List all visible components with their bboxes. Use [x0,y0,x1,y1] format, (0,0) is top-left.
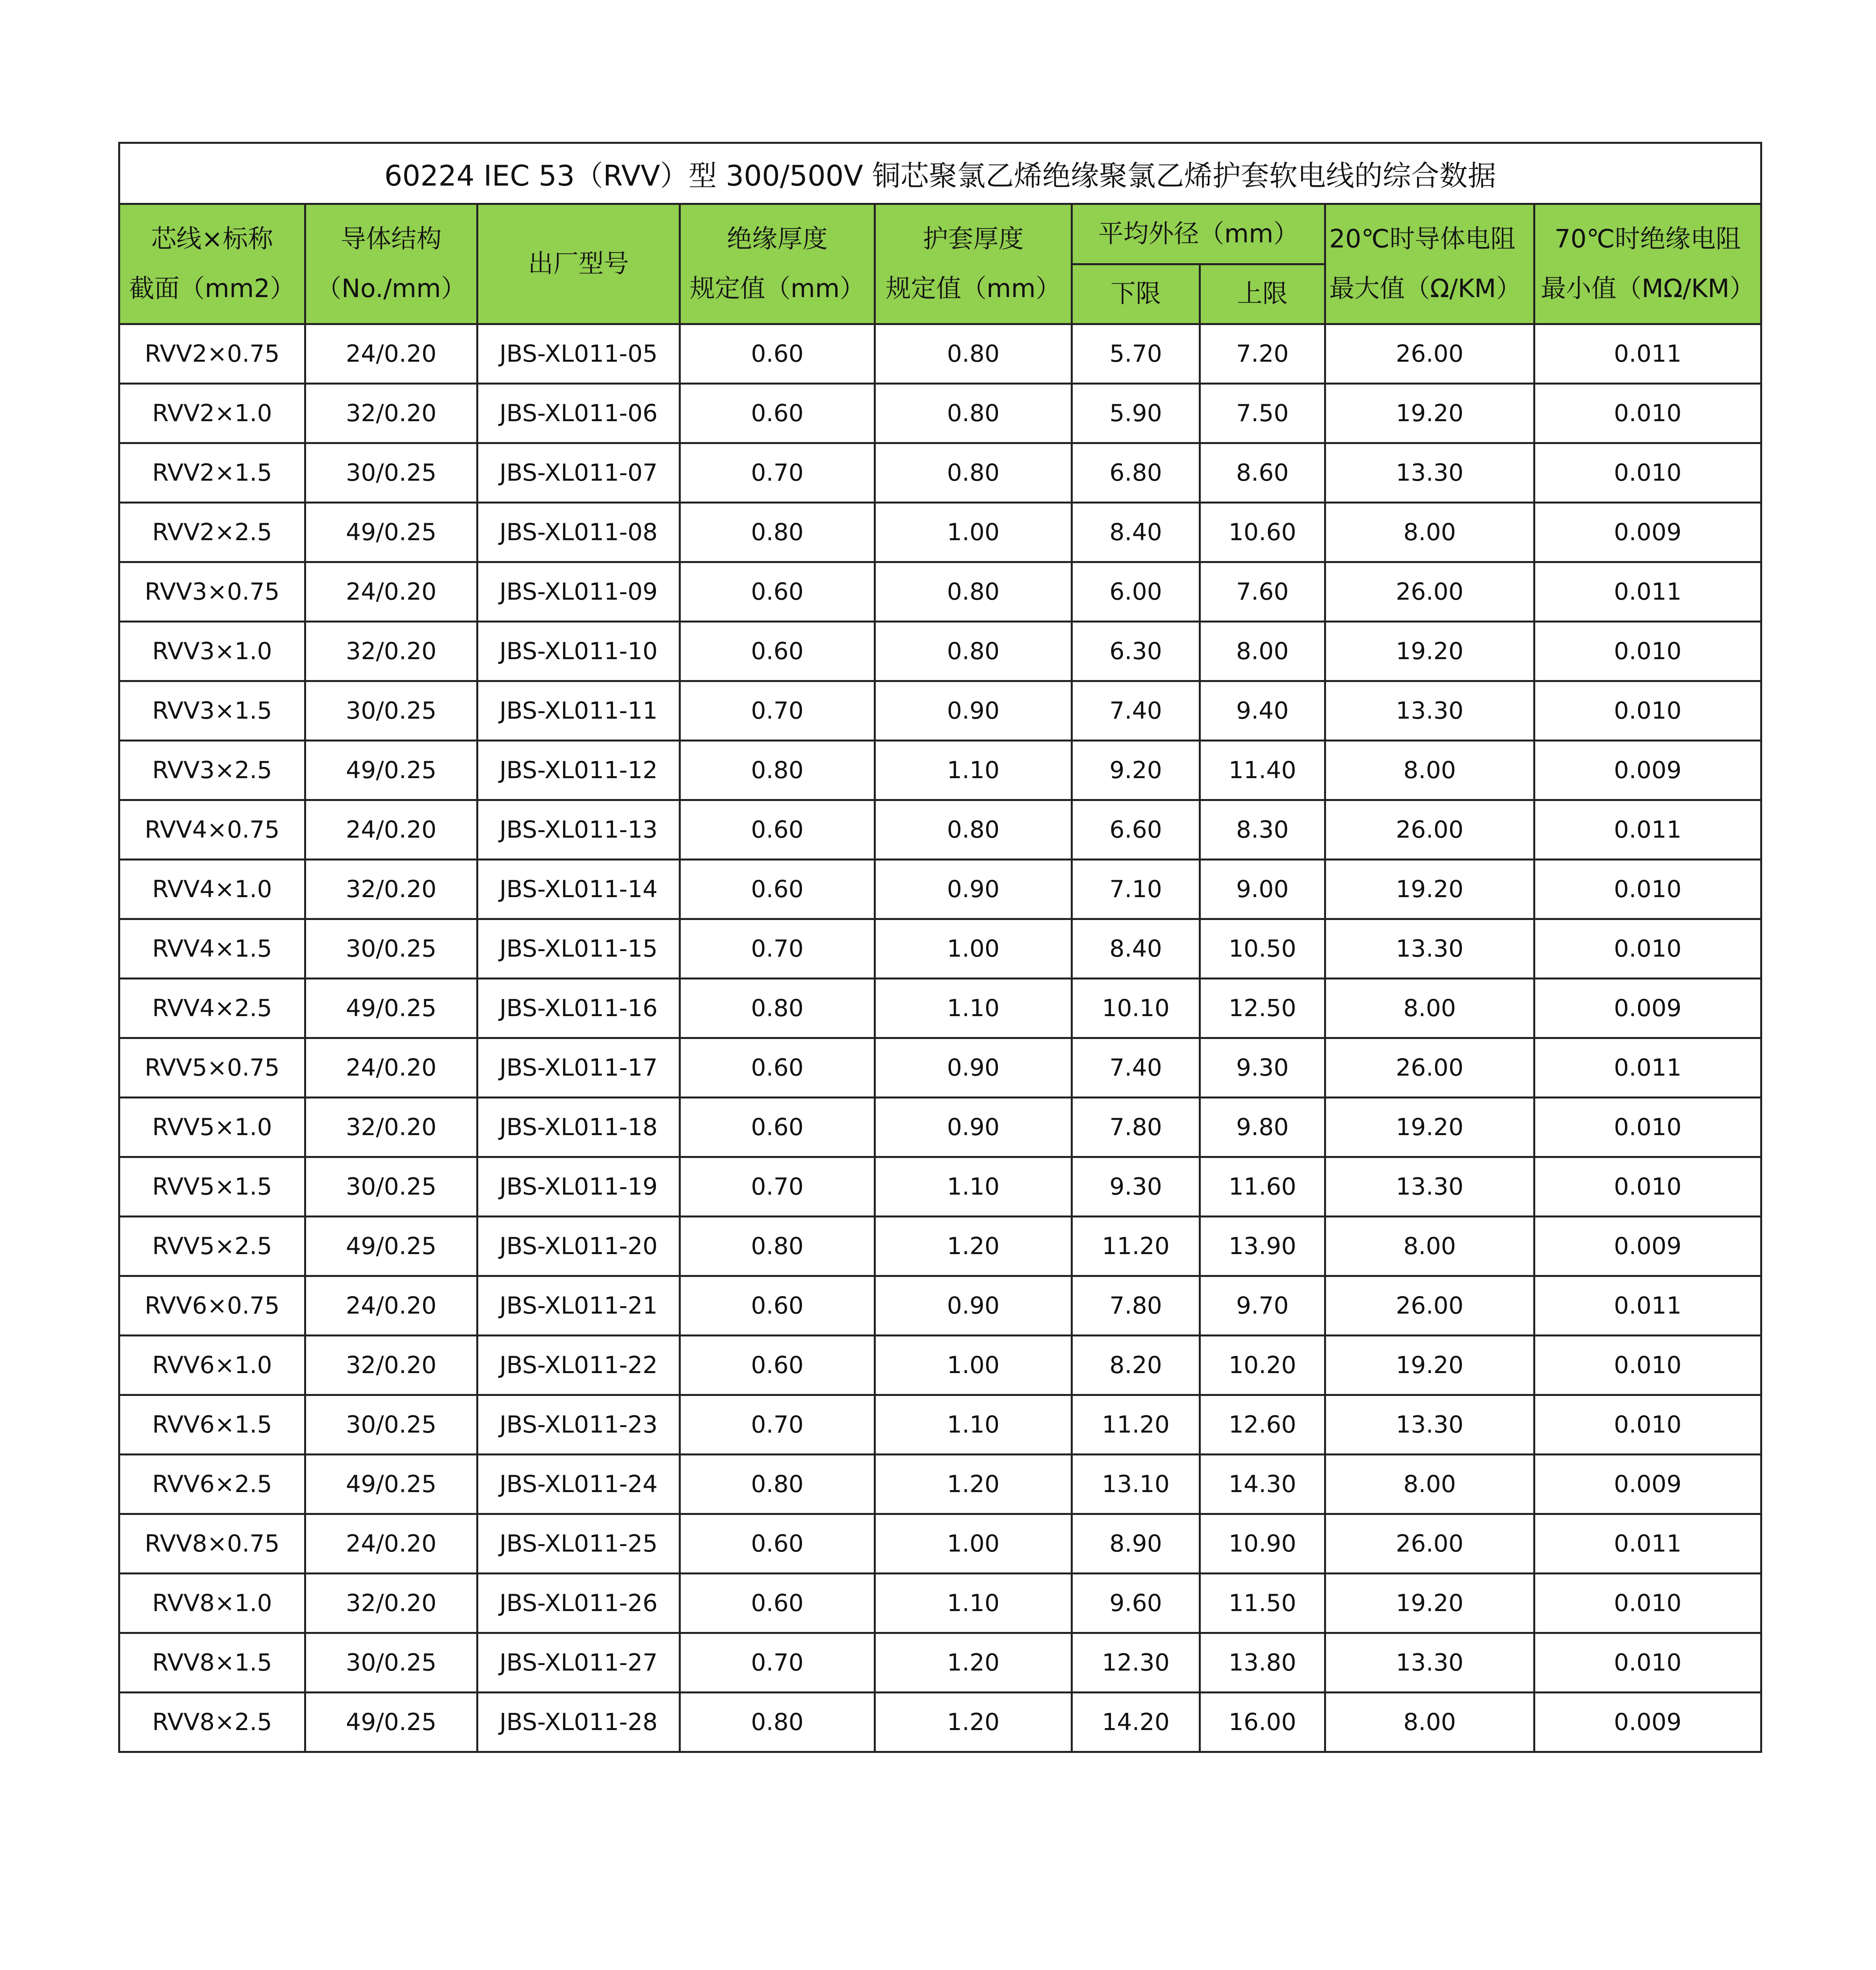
cell-insulation-resistance: 0.011 [1534,562,1761,622]
cell-insulation: 0.70 [680,919,875,979]
cell-diameter-upper: 8.00 [1200,622,1325,681]
header-structure [305,204,477,324]
cell-diameter-lower: 8.90 [1072,1514,1200,1574]
cell-insulation: 0.80 [680,503,875,562]
cell-insulation: 0.60 [680,622,875,681]
cable-data-table [118,142,1762,1753]
cell-diameter-upper: 13.90 [1200,1217,1325,1276]
cell-conductor-resistance: 8.00 [1325,503,1534,562]
cell-size: RVV6×1.0 [119,1336,305,1395]
cell-sheath: 0.80 [875,443,1072,503]
cell-insulation-resistance: 0.009 [1534,1217,1761,1276]
cell-insulation: 0.70 [680,681,875,741]
table-row [119,979,1761,1038]
cell-insulation: 0.60 [680,1098,875,1157]
cell-structure: 32/0.20 [305,860,477,919]
cell-insulation: 0.80 [680,979,875,1038]
cell-insulation: 0.60 [680,562,875,622]
cell-insulation-resistance: 0.010 [1534,860,1761,919]
header-insulation-line1: 绝缘厚度 [727,225,828,254]
cell-size: RVV6×0.75 [119,1276,305,1336]
cell-sheath: 1.00 [875,1336,1072,1395]
cell-diameter-upper: 9.40 [1200,681,1325,741]
table-row [119,503,1761,562]
cell-model: JBS-XL011-18 [477,1098,680,1157]
cell-diameter-upper: 7.50 [1200,384,1325,443]
cell-model: JBS-XL011-06 [477,384,680,443]
table-row [119,324,1761,384]
cell-sheath: 0.90 [875,681,1072,741]
header-size [119,204,305,324]
cell-conductor-resistance: 13.30 [1325,919,1534,979]
cell-structure: 49/0.25 [305,1217,477,1276]
cell-model: JBS-XL011-15 [477,919,680,979]
table-row [119,622,1761,681]
cell-conductor-resistance: 8.00 [1325,1455,1534,1514]
cell-structure: 30/0.25 [305,443,477,503]
cell-sheath: 1.20 [875,1217,1072,1276]
cell-sheath: 0.90 [875,1098,1072,1157]
header-insulation-resistance [1534,204,1761,324]
cell-conductor-resistance: 13.30 [1325,681,1534,741]
cell-diameter-upper: 10.20 [1200,1336,1325,1395]
cell-structure: 24/0.20 [305,800,477,860]
header-lower: 下限 [1072,264,1200,324]
cell-size: RVV3×2.5 [119,741,305,800]
cell-size: RVV8×1.5 [119,1633,305,1693]
cell-conductor-resistance: 19.20 [1325,384,1534,443]
cell-structure: 30/0.25 [305,681,477,741]
cell-size: RVV5×1.0 [119,1098,305,1157]
cell-size: RVV2×1.0 [119,384,305,443]
cell-insulation: 0.70 [680,1157,875,1217]
cell-diameter-lower: 8.40 [1072,919,1200,979]
cell-conductor-resistance: 19.20 [1325,622,1534,681]
cell-insulation-resistance: 0.011 [1534,1038,1761,1098]
cell-diameter-lower: 9.20 [1072,741,1200,800]
cell-insulation: 0.70 [680,443,875,503]
table-row [119,562,1761,622]
cell-conductor-resistance: 8.00 [1325,1693,1534,1752]
cell-insulation-resistance: 0.010 [1534,1098,1761,1157]
cell-model: JBS-XL011-24 [477,1455,680,1514]
cell-insulation: 0.80 [680,741,875,800]
cell-diameter-lower: 11.20 [1072,1395,1200,1455]
cell-model: JBS-XL011-11 [477,681,680,741]
cell-model: JBS-XL011-22 [477,1336,680,1395]
cell-diameter-upper: 14.30 [1200,1455,1325,1514]
cell-insulation: 0.60 [680,1276,875,1336]
cell-sheath: 0.80 [875,562,1072,622]
cell-structure: 30/0.25 [305,1395,477,1455]
cell-sheath: 0.90 [875,1038,1072,1098]
cell-diameter-lower: 10.10 [1072,979,1200,1038]
cell-structure: 32/0.20 [305,622,477,681]
cell-conductor-resistance: 19.20 [1325,860,1534,919]
cell-size: RVV4×2.5 [119,979,305,1038]
header-insulation-line2: 规定值（mm） [689,274,865,303]
cell-structure: 32/0.20 [305,1098,477,1157]
header-conductor-resistance [1325,204,1534,324]
table-row [119,741,1761,800]
cell-size: RVV3×0.75 [119,562,305,622]
cell-insulation-resistance: 0.010 [1534,1633,1761,1693]
cell-sheath: 0.80 [875,622,1072,681]
table-row [119,1336,1761,1395]
cell-sheath: 1.10 [875,741,1072,800]
cell-insulation: 0.80 [680,1217,875,1276]
cell-structure: 49/0.25 [305,1693,477,1752]
cell-diameter-lower: 8.40 [1072,503,1200,562]
table-row [119,443,1761,503]
cell-size: RVV5×1.5 [119,1157,305,1217]
cell-diameter-upper: 16.00 [1200,1693,1325,1752]
cell-conductor-resistance: 8.00 [1325,1217,1534,1276]
cell-structure: 24/0.20 [305,324,477,384]
cell-sheath: 0.90 [875,860,1072,919]
cell-model: JBS-XL011-16 [477,979,680,1038]
cell-structure: 32/0.20 [305,1336,477,1395]
cell-diameter-upper: 10.50 [1200,919,1325,979]
cell-structure: 49/0.25 [305,503,477,562]
cell-model: JBS-XL011-07 [477,443,680,503]
cell-insulation-resistance: 0.010 [1534,1574,1761,1633]
cell-insulation-resistance: 0.009 [1534,979,1761,1038]
cell-conductor-resistance: 26.00 [1325,1514,1534,1574]
cell-insulation: 0.70 [680,1633,875,1693]
cell-diameter-lower: 7.40 [1072,681,1200,741]
cell-conductor-resistance: 8.00 [1325,979,1534,1038]
cell-conductor-resistance: 26.00 [1325,800,1534,860]
cell-diameter-lower: 14.20 [1072,1693,1200,1752]
cell-conductor-resistance: 13.30 [1325,1395,1534,1455]
table-row [119,384,1761,443]
cell-conductor-resistance: 26.00 [1325,562,1534,622]
cell-sheath: 1.10 [875,1574,1072,1633]
cell-size: RVV2×2.5 [119,503,305,562]
cell-model: JBS-XL011-08 [477,503,680,562]
cell-sheath: 1.20 [875,1693,1072,1752]
cell-model: JBS-XL011-26 [477,1574,680,1633]
cell-size: RVV4×1.5 [119,919,305,979]
cell-insulation-resistance: 0.009 [1534,1455,1761,1514]
cell-diameter-lower: 7.40 [1072,1038,1200,1098]
header-size-line2: 截面（mm2） [129,274,295,303]
cell-diameter-lower: 12.30 [1072,1633,1200,1693]
cell-sheath: 0.80 [875,324,1072,384]
table-row [119,1514,1761,1574]
header-conductor-resistance-line1: 20℃时导体电阻 [1329,225,1516,254]
cell-diameter-lower: 6.60 [1072,800,1200,860]
cell-diameter-lower: 6.30 [1072,622,1200,681]
cell-sheath: 1.10 [875,1395,1072,1455]
cell-model: JBS-XL011-27 [477,1633,680,1693]
cell-diameter-lower: 5.90 [1072,384,1200,443]
cell-model: JBS-XL011-28 [477,1693,680,1752]
cell-size: RVV2×0.75 [119,324,305,384]
cell-insulation-resistance: 0.010 [1534,443,1761,503]
cell-sheath: 1.10 [875,979,1072,1038]
table-row [119,1038,1761,1098]
cell-size: RVV4×0.75 [119,800,305,860]
cell-diameter-upper: 9.70 [1200,1276,1325,1336]
table-row [119,1455,1761,1514]
cell-size: RVV8×1.0 [119,1574,305,1633]
cell-model: JBS-XL011-12 [477,741,680,800]
cell-diameter-lower: 5.70 [1072,324,1200,384]
cell-diameter-upper: 9.00 [1200,860,1325,919]
cell-diameter-lower: 6.00 [1072,562,1200,622]
header-sheath [875,204,1072,324]
cell-sheath: 1.00 [875,503,1072,562]
table-row [119,1574,1761,1633]
cell-insulation-resistance: 0.009 [1534,503,1761,562]
table-row [119,1395,1761,1455]
cell-diameter-upper: 9.30 [1200,1038,1325,1098]
cell-diameter-upper: 10.60 [1200,503,1325,562]
table-row [119,1217,1761,1276]
cell-sheath: 0.90 [875,1276,1072,1336]
cell-diameter-upper: 9.80 [1200,1098,1325,1157]
cell-insulation-resistance: 0.009 [1534,741,1761,800]
table-row [119,919,1761,979]
cell-conductor-resistance: 13.30 [1325,443,1534,503]
cell-conductor-resistance: 19.20 [1325,1098,1534,1157]
cell-diameter-upper: 10.90 [1200,1514,1325,1574]
cell-structure: 32/0.20 [305,1574,477,1633]
cell-insulation: 0.70 [680,1395,875,1455]
cell-insulation: 0.60 [680,1336,875,1395]
cell-diameter-lower: 11.20 [1072,1217,1200,1276]
header-structure-line2: （No./mm） [316,274,466,303]
cell-structure: 24/0.20 [305,1514,477,1574]
cell-insulation-resistance: 0.011 [1534,800,1761,860]
cell-insulation-resistance: 0.011 [1534,324,1761,384]
cell-diameter-lower: 7.80 [1072,1098,1200,1157]
cell-conductor-resistance: 19.20 [1325,1574,1534,1633]
cell-structure: 32/0.20 [305,384,477,443]
cell-sheath: 1.00 [875,919,1072,979]
cell-size: RVV3×1.0 [119,622,305,681]
header-size-line1: 芯线×标称 [151,225,273,254]
cell-sheath: 1.10 [875,1157,1072,1217]
header-row-1 [119,204,1761,264]
cell-conductor-resistance: 26.00 [1325,324,1534,384]
header-sheath-line2: 规定值（mm） [886,274,1061,303]
cell-insulation-resistance: 0.010 [1534,1157,1761,1217]
cell-diameter-upper: 7.60 [1200,562,1325,622]
cell-model: JBS-XL011-17 [477,1038,680,1098]
cell-sheath: 0.80 [875,800,1072,860]
cell-conductor-resistance: 19.20 [1325,1336,1534,1395]
cell-insulation: 0.60 [680,800,875,860]
cell-model: JBS-XL011-05 [477,324,680,384]
table-row [119,800,1761,860]
cell-diameter-upper: 12.60 [1200,1395,1325,1455]
cell-size: RVV8×0.75 [119,1514,305,1574]
cell-size: RVV4×1.0 [119,860,305,919]
cell-diameter-upper: 7.20 [1200,324,1325,384]
cell-diameter-lower: 6.80 [1072,443,1200,503]
cell-structure: 49/0.25 [305,979,477,1038]
cell-insulation-resistance: 0.010 [1534,384,1761,443]
cell-insulation: 0.60 [680,860,875,919]
cell-diameter-lower: 9.30 [1072,1157,1200,1217]
cell-model: JBS-XL011-20 [477,1217,680,1276]
cell-diameter-upper: 8.60 [1200,443,1325,503]
cell-diameter-lower: 9.60 [1072,1574,1200,1633]
table-row [119,681,1761,741]
table-title: 60224 IEC 53（RVV）型 300/500V 铜芯聚氯乙烯绝缘聚氯乙烯护套软电线的综合数据 [119,143,1761,204]
cell-model: JBS-XL011-21 [477,1276,680,1336]
cell-model: JBS-XL011-10 [477,622,680,681]
cell-insulation: 0.80 [680,1455,875,1514]
cell-diameter-upper: 11.60 [1200,1157,1325,1217]
cell-insulation: 0.60 [680,384,875,443]
cell-conductor-resistance: 13.30 [1325,1633,1534,1693]
cell-sheath: 1.00 [875,1514,1072,1574]
cell-model: JBS-XL011-19 [477,1157,680,1217]
cell-model: JBS-XL011-09 [477,562,680,622]
cell-diameter-lower: 8.20 [1072,1336,1200,1395]
cell-insulation-resistance: 0.010 [1534,622,1761,681]
spec-sheet [118,142,1760,1753]
cell-size: RVV2×1.5 [119,443,305,503]
cell-structure: 49/0.25 [305,741,477,800]
cell-insulation-resistance: 0.011 [1534,1276,1761,1336]
cell-insulation-resistance: 0.010 [1534,1395,1761,1455]
cell-diameter-lower: 13.10 [1072,1455,1200,1514]
header-avg-diameter: 平均外径（mm） [1072,204,1325,264]
cell-structure: 49/0.25 [305,1455,477,1514]
cell-conductor-resistance: 13.30 [1325,1157,1534,1217]
cell-insulation: 0.60 [680,1038,875,1098]
cell-insulation: 0.60 [680,324,875,384]
table-row [119,860,1761,919]
cell-diameter-lower: 7.80 [1072,1276,1200,1336]
cell-conductor-resistance: 26.00 [1325,1038,1534,1098]
header-insulation-resistance-line2: 最小值（MΩ/KM） [1541,274,1755,303]
cell-diameter-upper: 12.50 [1200,979,1325,1038]
cell-model: JBS-XL011-23 [477,1395,680,1455]
header-sheath-line1: 护套厚度 [923,225,1024,254]
cell-diameter-lower: 7.10 [1072,860,1200,919]
header-structure-line1: 导体结构 [341,225,442,254]
cell-size: RVV6×1.5 [119,1395,305,1455]
table-row [119,1157,1761,1217]
cell-structure: 30/0.25 [305,919,477,979]
header-conductor-resistance-line2: 最大值（Ω/KM） [1329,274,1521,303]
cell-structure: 24/0.20 [305,1276,477,1336]
table-header [119,143,1761,324]
header-upper: 上限 [1200,264,1325,324]
table-row [119,1633,1761,1693]
cell-diameter-upper: 13.80 [1200,1633,1325,1693]
cell-size: RVV5×2.5 [119,1217,305,1276]
header-insulation [680,204,875,324]
cell-size: RVV5×0.75 [119,1038,305,1098]
title-row [119,143,1761,204]
cell-model: JBS-XL011-14 [477,860,680,919]
table-row [119,1098,1761,1157]
cell-insulation-resistance: 0.010 [1534,1336,1761,1395]
cell-sheath: 1.20 [875,1455,1072,1514]
cell-insulation-resistance: 0.010 [1534,681,1761,741]
cell-insulation: 0.60 [680,1574,875,1633]
cell-model: JBS-XL011-13 [477,800,680,860]
cell-diameter-upper: 8.30 [1200,800,1325,860]
table-body [119,324,1761,1752]
cell-sheath: 1.20 [875,1633,1072,1693]
cell-diameter-upper: 11.50 [1200,1574,1325,1633]
table-row [119,1693,1761,1752]
cell-structure: 24/0.20 [305,1038,477,1098]
cell-insulation: 0.80 [680,1693,875,1752]
table-row [119,1276,1761,1336]
cell-insulation-resistance: 0.011 [1534,1514,1761,1574]
cell-size: RVV3×1.5 [119,681,305,741]
cell-conductor-resistance: 8.00 [1325,741,1534,800]
cell-insulation-resistance: 0.009 [1534,1693,1761,1752]
cell-sheath: 0.80 [875,384,1072,443]
cell-structure: 24/0.20 [305,562,477,622]
cell-insulation: 0.60 [680,1514,875,1574]
cell-structure: 30/0.25 [305,1633,477,1693]
header-insulation-resistance-line1: 70℃时绝缘电阻 [1554,225,1741,254]
header-model: 出厂型号 [477,204,680,324]
cell-size: RVV8×2.5 [119,1693,305,1752]
cell-insulation-resistance: 0.010 [1534,919,1761,979]
cell-diameter-upper: 11.40 [1200,741,1325,800]
cell-model: JBS-XL011-25 [477,1514,680,1574]
cell-size: RVV6×2.5 [119,1455,305,1514]
cell-conductor-resistance: 26.00 [1325,1276,1534,1336]
cell-structure: 30/0.25 [305,1157,477,1217]
